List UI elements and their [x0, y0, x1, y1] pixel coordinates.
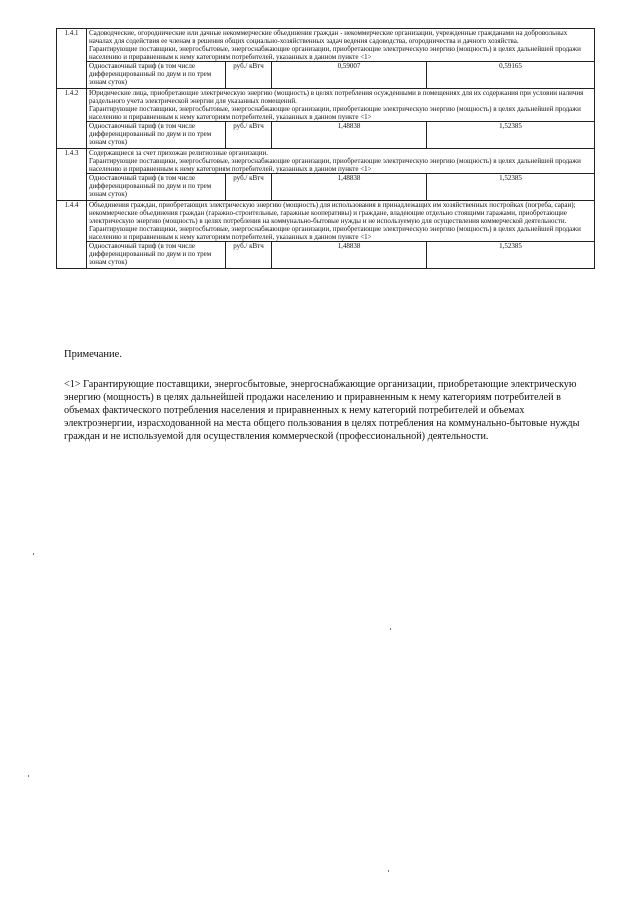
table-row — [57, 89, 595, 122]
scan-speck — [388, 870, 389, 872]
row-number: 1.4.4 — [57, 201, 87, 269]
table-row — [57, 149, 595, 174]
table-row — [57, 242, 595, 269]
tariff-label: Одноставочный тариф (в том числе дифференцированный по двум и по трем зонам суток) — [87, 62, 226, 89]
description-paragraph: Гарантирующие поставщики, энергосбытовые, энергоснабжающие организации, приобретающие электрическую энергию (мощность) в целях дальнейшей продажи населению и приравненным к нему категориям потребителей, указанных в данном пункте <1> — [89, 225, 581, 241]
tariff-label: Одноставочный тариф (в том числе дифференцированный по двум и по трем зонам суток) — [87, 174, 226, 201]
table-row — [57, 122, 595, 149]
row-description — [87, 201, 595, 242]
scan-speck — [33, 553, 34, 555]
unit-cell: руб./ кВтч — [226, 174, 272, 201]
unit-cell: руб./ кВтч — [226, 62, 272, 89]
tariff-label: Одноставочный тариф (в том числе дифференцированный по двум и по трем зонам суток) — [87, 242, 226, 269]
description-paragraph: Садоводческие, огороднические или дачные некоммерческие объединения граждан - некоммерческие организации, учрежденные гражданами на добровольных началах для содействия ее членам в решения общих социально-хозяйственных задач ведения садоводства, огородничества и дачного хозяйства. — [89, 29, 568, 45]
table-row — [57, 174, 595, 201]
tariff-label: Одноставочный тариф (в том числе дифференцированный по двум и по трем зонам суток) — [87, 122, 226, 149]
note-title: Примечание. — [64, 349, 122, 360]
row-description — [87, 89, 595, 122]
description-paragraph: Юридические лица, приобретающие электрическую энергию (мощность) в целях потребления осужденными в помещениях для их содержания при условии наличия раздельного учета электрической энергии для указанных помещений. — [89, 89, 584, 105]
footnote-text: <1> Гарантирующие поставщики, энергосбытовые, энергоснабжающие организации, приобретающие электрическую энергию (мощность) в целях дальнейшей продажи населению и приравненным к нему категориям потребителей в объемах фактического потребления населения и приравненных к нему категорий потребителей и объемах электроэнергии, израсходованной на места общего пользования в целях потребления на коммунально-бытовые нужды граждан и не используемой для осуществления коммерческой (профессиональной) деятельности. — [64, 379, 580, 442]
tariff-value-period-2: 0,59165 — [427, 62, 595, 89]
table-row — [57, 201, 595, 242]
description-paragraph: Гарантирующие поставщики, энергосбытовые, энергоснабжающие организации, приобретающие электрическую энергию (мощность) в целях дальнейшей продажи населению и приравненным к нему категориям потребителей, указанных в данном пункте <1> — [89, 157, 581, 173]
row-number: 1.4.1 — [57, 29, 87, 89]
table-row — [57, 62, 595, 89]
table-row — [57, 29, 595, 62]
tariff-table — [56, 28, 595, 269]
scan-speck — [390, 628, 391, 630]
tariff-value-period-1: 0,59007 — [272, 62, 427, 89]
tariff-value-period-2: 1,52385 — [427, 122, 595, 149]
row-number: 1.4.2 — [57, 89, 87, 149]
unit-cell: руб./ кВтч — [226, 242, 272, 269]
description-paragraph: Гарантирующие поставщики, энергосбытовые, энергоснабжающие организации, приобретающие электрическую энергию (мощность) в целях дальнейшей продажи населению и приравненным к нему категориям потребителей, указанных в данном пункте <1> — [89, 105, 581, 121]
description-paragraph: Содержащиеся за счет прихожан религиозные организации. — [89, 149, 268, 157]
tariff-value-period-2: 1,52385 — [427, 174, 595, 201]
tariff-value-period-1: 1,48838 — [272, 122, 427, 149]
row-description — [87, 29, 595, 62]
tariff-value-period-1: 1,48838 — [272, 242, 427, 269]
description-paragraph: Объединения граждан, приобретающих электрическую энергию (мощность) для использования в принадлежащих им хозяйственных постройках (погреба, сараи); некоммерческие объединения граждан (гаражно-строительные, гаражные кооперативы) и граждане, владеющие отдельно стоящими гаражами, приобретающие электрическую энергию (мощность) в целях потребления на коммунально-бытовые нужды и не используемую для осуществления коммерческой деятельности. — [89, 201, 576, 225]
unit-cell: руб./ кВтч — [226, 122, 272, 149]
row-description — [87, 149, 595, 174]
scan-speck — [28, 775, 29, 777]
description-paragraph: Гарантирующие поставщики, энергосбытовые, энергоснабжающие организации, приобретающие электрическую энергию (мощность) в целях дальнейшей продажи населению и приравненным к нему категориям потребителей, указанных в данном пункте <1> — [89, 45, 581, 61]
tariff-value-period-1: 1,48838 — [272, 174, 427, 201]
row-number: 1.4.3 — [57, 149, 87, 201]
tariff-value-period-2: 1,52385 — [427, 242, 595, 269]
